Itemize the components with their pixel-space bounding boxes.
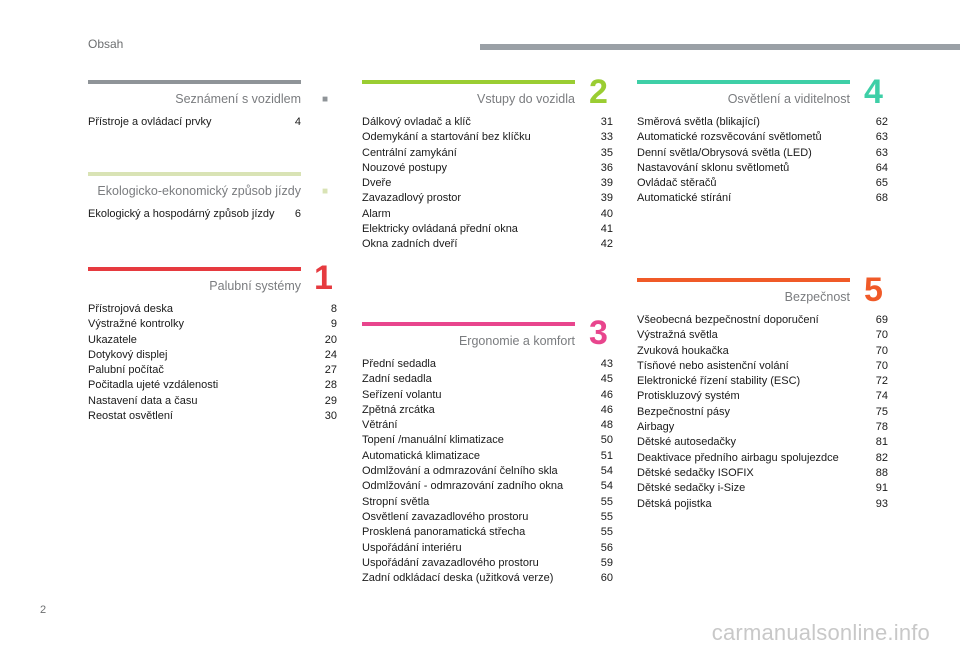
section-bar <box>88 172 301 176</box>
toc-entry-label: Osvětlení zavazadlového prostoru <box>362 510 529 523</box>
toc-entry-label: Všeobecná bezpečnostní doporučení <box>637 314 819 326</box>
section-items <box>637 313 888 512</box>
toc-entry-label: Přístroje a ovládací prvky <box>88 116 212 128</box>
section-bar <box>637 278 850 282</box>
toc-entry-page: 78 <box>875 421 888 434</box>
toc-entry[interactable] <box>88 333 337 348</box>
toc-entry-label: Nastavení data a času <box>88 394 198 407</box>
toc-entry[interactable] <box>637 191 888 206</box>
toc-entry-label: Ovládač stěračů <box>637 177 717 190</box>
toc-entry-page: 70 <box>875 344 888 357</box>
section-number: ■ <box>322 94 329 105</box>
toc-entry-page: 63 <box>875 131 888 144</box>
toc-entry-label: Seřízení volantu <box>362 388 442 401</box>
toc-entry-label: Dálkový ovladač a klíč <box>362 116 471 128</box>
toc-entry-page: 50 <box>600 434 613 447</box>
toc-entry[interactable] <box>637 313 888 328</box>
toc-entry[interactable] <box>362 115 613 130</box>
section-bar <box>88 267 301 271</box>
toc-entry[interactable] <box>362 222 613 237</box>
toc-entry[interactable] <box>637 176 888 191</box>
toc-entry-page: 45 <box>600 373 613 386</box>
section-bezpecnost <box>637 271 888 512</box>
toc-entry-label: Topení /manuální klimatizace <box>362 434 504 447</box>
section-items <box>637 115 888 207</box>
toc-entry-page: 42 <box>600 238 613 251</box>
section-title: Seznámení s vozidlem <box>175 92 301 106</box>
toc-entry-label: Elektricky ovládaná přední okna <box>362 223 518 236</box>
toc-entry[interactable] <box>637 389 888 404</box>
toc-entry-page: 81 <box>875 436 888 449</box>
toc-entry[interactable] <box>362 161 613 176</box>
section-title: Vstupy do vozidla <box>477 92 575 106</box>
toc-entry[interactable] <box>88 207 301 222</box>
toc-entry-page: 35 <box>600 146 613 159</box>
toc-entry-page: 64 <box>875 161 888 174</box>
section-number: 2 <box>589 73 608 111</box>
toc-entry[interactable] <box>637 481 888 496</box>
toc-entry-label: Uspořádání interiéru <box>362 541 462 554</box>
toc-entry-label: Zadní sedadla <box>362 373 432 386</box>
toc-entry[interactable] <box>362 388 613 403</box>
toc-entry[interactable] <box>362 510 613 525</box>
toc-entry[interactable] <box>362 479 613 494</box>
toc-entry-page: 27 <box>324 364 337 377</box>
toc-entry[interactable] <box>88 317 337 332</box>
toc-entry-page: 55 <box>600 510 613 523</box>
toc-entry[interactable] <box>362 372 613 387</box>
toc-entry-page: 70 <box>875 329 888 342</box>
section-items <box>362 115 613 253</box>
toc-entry-page: 62 <box>875 116 888 128</box>
toc-entry-label: Ukazatele <box>88 333 137 346</box>
toc-entry-page: 8 <box>330 303 337 315</box>
page-header-title: Obsah <box>88 37 124 51</box>
toc-entry-label: Dětské autosedačky <box>637 436 737 449</box>
toc-entry[interactable] <box>637 161 888 176</box>
toc-entry[interactable] <box>637 359 888 374</box>
toc-entry-label: Nouzové postupy <box>362 161 447 174</box>
toc-entry-page: 29 <box>324 394 337 407</box>
toc-entry-label: Dětská pojistka <box>637 497 712 510</box>
toc-entry-page: 54 <box>600 465 613 478</box>
toc-entry-page: 39 <box>600 192 613 205</box>
toc-entry-page: 74 <box>875 390 888 403</box>
toc-entry[interactable] <box>88 363 337 378</box>
toc-entry-label: Zvuková houkačka <box>637 344 729 357</box>
toc-entry[interactable] <box>637 435 888 450</box>
toc-entry-page: 55 <box>600 526 613 539</box>
toc-entry-label: Automatická klimatizace <box>362 449 480 462</box>
toc-entry-page: 69 <box>875 314 888 326</box>
toc-entry[interactable] <box>637 115 888 130</box>
toc-entry[interactable] <box>88 115 301 130</box>
section-number: 1 <box>314 259 333 297</box>
section-number: 5 <box>864 271 883 309</box>
watermark: carmanualsonline.info <box>711 620 930 645</box>
toc-entry-page: 93 <box>875 497 888 510</box>
section-number: 4 <box>864 73 883 111</box>
toc-entry[interactable] <box>88 409 337 424</box>
toc-entry-label: Denní světla/Obrysová světla (LED) <box>637 146 812 159</box>
toc-entry-label: Výstražná světla <box>637 329 718 342</box>
section-bar <box>362 80 575 84</box>
section-items <box>362 357 613 586</box>
toc-entry-label: Přední sedadla <box>362 358 436 370</box>
toc-entry-page: 70 <box>875 359 888 372</box>
toc-entry-page: 46 <box>600 388 613 401</box>
toc-entry-page: 60 <box>600 572 613 585</box>
section-osvetleni <box>637 73 888 207</box>
section-title: Bezpečnost <box>784 290 850 304</box>
toc-entry[interactable] <box>362 237 613 252</box>
toc-entry[interactable] <box>637 466 888 481</box>
toc-entry-label: Palubní počítač <box>88 364 164 377</box>
toc-entry[interactable] <box>362 130 613 145</box>
toc-entry-page: 28 <box>324 379 337 392</box>
toc-entry[interactable] <box>362 464 613 479</box>
toc-entry-label: Dětské sedačky ISOFIX <box>637 466 754 479</box>
toc-entry-label: Centrální zamykání <box>362 146 457 159</box>
toc-entry-label: Výstražné kontrolky <box>88 318 184 331</box>
toc-entry-page: 20 <box>324 333 337 346</box>
toc-entry-page: 63 <box>875 146 888 159</box>
toc-entry[interactable] <box>362 525 613 540</box>
toc-entry[interactable] <box>362 357 613 372</box>
toc-entry-label: Dveře <box>362 177 392 190</box>
toc-entry-page: 65 <box>875 177 888 190</box>
toc-entry[interactable] <box>88 302 337 317</box>
section-eco <box>88 172 329 222</box>
toc-entry[interactable] <box>637 420 888 435</box>
toc-entry-page: 48 <box>600 419 613 432</box>
section-number: 3 <box>589 314 608 352</box>
toc-entry-label: Odemykání a startování bez klíčku <box>362 131 531 144</box>
toc-entry-label: Odmlžování - odmrazování zadního okna <box>362 480 564 493</box>
toc-entry-label: Prosklená panoramatická střecha <box>362 526 526 539</box>
toc-entry-label: Airbagy <box>637 421 675 434</box>
toc-entry-label: Elektronické řízení stability (ESC) <box>637 375 801 388</box>
section-ergonomie <box>362 314 613 586</box>
toc-entry-page: 72 <box>875 375 888 388</box>
toc-entry-page: 4 <box>294 116 301 128</box>
toc-entry-page: 43 <box>600 358 613 370</box>
toc-entry-page: 41 <box>600 223 613 236</box>
section-items <box>88 115 301 130</box>
toc-entry-label: Tísňové nebo asistenční volání <box>637 359 789 372</box>
section-bar <box>362 322 575 326</box>
toc-entry-page: 88 <box>875 466 888 479</box>
toc-entry-label: Uspořádání zavazadlového prostoru <box>362 556 539 569</box>
toc-entry[interactable] <box>637 344 888 359</box>
toc-entry-label: Protiskluzový systém <box>637 390 740 403</box>
toc-entry-page: 33 <box>600 131 613 144</box>
toc-entry[interactable] <box>637 497 888 512</box>
toc-entry[interactable] <box>637 146 888 161</box>
toc-entry[interactable] <box>88 378 337 393</box>
toc-entry-label: Zpětná zrcátka <box>362 403 435 416</box>
section-intro <box>88 80 329 130</box>
toc-entry-label: Deaktivace předního airbagu spolujezdce <box>637 451 839 464</box>
toc-entry[interactable] <box>362 571 613 586</box>
toc-entry-page: 46 <box>600 403 613 416</box>
toc-entry[interactable] <box>362 403 613 418</box>
toc-entry[interactable] <box>362 541 613 556</box>
toc-entry-page: 56 <box>600 541 613 554</box>
toc-entry[interactable] <box>362 449 613 464</box>
toc-entry-page: 75 <box>875 405 888 418</box>
toc-entry[interactable] <box>88 394 337 409</box>
toc-entry-label: Nastavování sklonu světlometů <box>637 161 790 174</box>
section-bar <box>88 80 301 84</box>
toc-entry-page: 82 <box>875 451 888 464</box>
toc-entry-label: Dětské sedačky i-Size <box>637 482 746 495</box>
toc-entry-page: 6 <box>294 208 301 220</box>
toc-entry-page: 68 <box>875 192 888 205</box>
toc-entry-page: 55 <box>600 495 613 508</box>
section-vstupy <box>362 73 613 253</box>
toc-entry[interactable] <box>362 146 613 161</box>
section-title: Ergonomie a komfort <box>458 334 575 348</box>
toc-entry-page: 51 <box>600 449 613 462</box>
section-items <box>88 207 301 222</box>
toc-entry-page: 31 <box>600 116 613 128</box>
toc-entry[interactable] <box>637 405 888 420</box>
toc-entry-label: Okna zadních dveří <box>362 238 458 251</box>
toc-entry-label: Zadní odkládací deska (užitková verze) <box>362 572 554 585</box>
toc-entry[interactable] <box>362 495 613 510</box>
section-number: ■ <box>322 186 329 197</box>
page-number: 2 <box>40 604 47 616</box>
toc-entry-page: 36 <box>600 161 613 174</box>
toc-entry-page: 9 <box>330 318 337 331</box>
toc-entry-label: Přístrojová deska <box>88 303 173 315</box>
toc-entry-page: 39 <box>600 177 613 190</box>
toc-entry-page: 30 <box>324 410 337 423</box>
toc-entry[interactable] <box>637 130 888 145</box>
toc-entry-label: Reostat osvětlení <box>88 410 173 423</box>
section-bar <box>637 80 850 84</box>
toc-entry-label: Automatické rozsvěcování světlometů <box>637 131 822 144</box>
toc-entry[interactable] <box>362 418 613 433</box>
toc-entry-page: 91 <box>875 482 888 495</box>
toc-entry-label: Zavazadlový prostor <box>362 192 462 205</box>
header-bar <box>480 44 960 50</box>
toc-entry-label: Bezpečnostní pásy <box>637 405 730 418</box>
section-items <box>88 302 337 424</box>
toc-entry-page: 59 <box>600 556 613 569</box>
toc-entry-label: Počitadla ujeté vzdálenosti <box>88 379 219 392</box>
toc-entry-label: Větrání <box>362 419 398 432</box>
section-title: Osvětlení a viditelnost <box>727 92 850 106</box>
toc-entry[interactable] <box>362 433 613 448</box>
section-title: Palubní systémy <box>209 279 301 293</box>
toc-entry-label: Ekologický a hospodárný způsob jízdy <box>88 208 275 220</box>
toc-entry[interactable] <box>362 191 613 206</box>
toc-entry[interactable] <box>637 451 888 466</box>
toc-entry-label: Odmlžování a odmrazování čelního skla <box>362 465 558 478</box>
toc-entry[interactable] <box>88 348 337 363</box>
toc-entry[interactable] <box>362 556 613 571</box>
section-title: Ekologicko-ekonomický způsob jízdy <box>97 184 301 198</box>
toc-entry-label: Alarm <box>362 207 391 220</box>
toc-entry-page: 24 <box>324 348 337 361</box>
toc-entry-page: 54 <box>600 480 613 493</box>
toc-entry-label: Dotykový displej <box>88 348 168 361</box>
toc-entry[interactable] <box>637 328 888 343</box>
toc-entry[interactable] <box>637 374 888 389</box>
toc-entry-label: Automatické stírání <box>637 192 732 205</box>
toc-entry-label: Stropní světla <box>362 495 430 508</box>
section-palubni <box>88 259 337 424</box>
toc-entry-label: Směrová světla (blikající) <box>637 116 760 128</box>
toc-entry[interactable] <box>362 176 613 191</box>
toc-entry-page: 40 <box>600 207 613 220</box>
toc-entry[interactable] <box>362 207 613 222</box>
